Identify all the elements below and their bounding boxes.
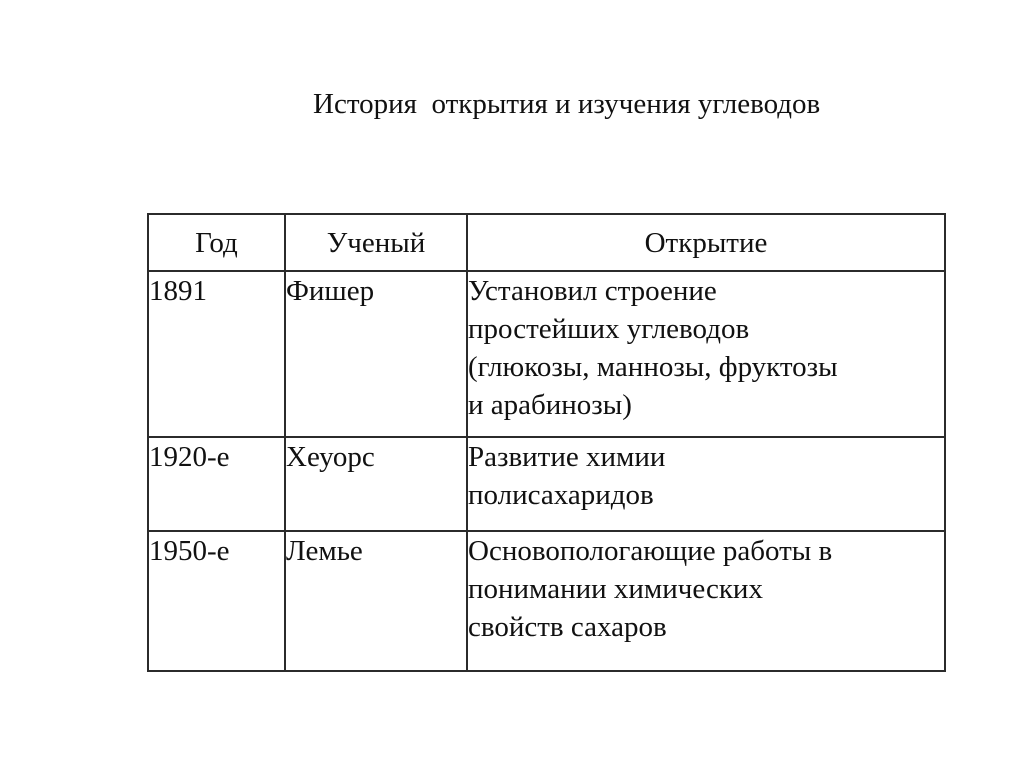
discovery-line: (глюкозы, маннозы, фруктозы	[468, 351, 838, 383]
cell-scientist: Хеуорс	[285, 437, 467, 531]
header-year: Год	[148, 214, 285, 271]
cell-year: 1891	[148, 271, 285, 437]
table-row	[148, 437, 945, 531]
table-header-row	[148, 214, 945, 271]
discovery-line: понимании химических	[468, 573, 763, 605]
cell-discovery	[467, 271, 945, 437]
slide-title: История открытия и изучения углеводов	[313, 88, 821, 120]
discovery-line: свойств сахаров	[468, 611, 667, 643]
header-discovery: Открытие	[467, 214, 945, 271]
cell-year: 1920-е	[148, 437, 285, 531]
discovery-line: и арабинозы)	[468, 389, 632, 421]
discovery-line: простейших углеводов	[468, 313, 750, 345]
cell-scientist: Лемье	[285, 531, 467, 671]
cell-scientist: Фишер	[285, 271, 467, 437]
cell-discovery	[467, 437, 945, 531]
discovery-line: полисахаридов	[468, 479, 654, 511]
header-scientist: Ученый	[285, 214, 467, 271]
discovery-line: Основопологающие работы в	[468, 535, 833, 567]
cell-discovery	[467, 531, 945, 671]
discovery-line: Развитие химии	[468, 441, 666, 473]
discovery-line: Установил строение	[468, 275, 717, 307]
table-row	[148, 271, 945, 437]
history-table	[147, 213, 946, 672]
table-row	[148, 531, 945, 671]
cell-year: 1950-е	[148, 531, 285, 671]
